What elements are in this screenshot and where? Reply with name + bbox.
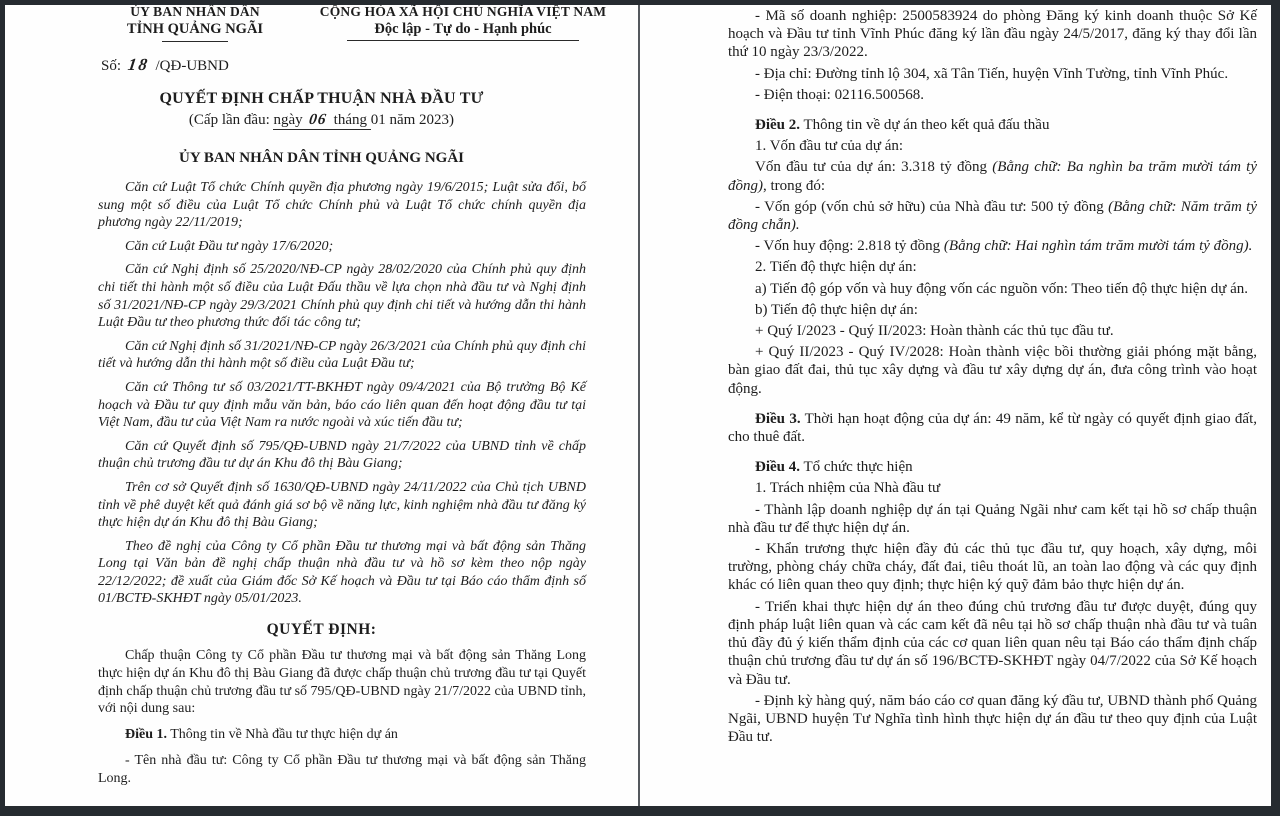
subtitle-open: (Cấp lần đầu: [188, 112, 274, 128]
schedule-milestone-1: + Quý I/2023 - Quý II/2023: Hoàn thành các thủ tục đầu tư. [755, 323, 1114, 340]
capital-section-heading: 1. Vốn đầu tư của dự án: [755, 138, 904, 155]
handwritten-day: 06 [308, 111, 329, 128]
handwritten-document-number: 18 [126, 55, 151, 74]
capital-equity-amount: - Vốn góp (vốn chủ sở hữu) của Nhà đầu tư: 500 tỷ đồng [755, 198, 1109, 215]
article-3-text: Thời hạn hoạt động của dự án: 49 năm, kể từ ngày có quyết định giao đất, cho thuê đất. [728, 410, 1258, 446]
national-title: CỘNG HÒA XÃ HỘI CHỦ NGHĨA VIỆT NAM [319, 5, 607, 19]
scan-border-bottom [0, 806, 1280, 816]
page-2 [640, 5, 1271, 806]
responsibility-heading: 1. Trách nhiệm của Nhà đầu tư [755, 480, 941, 497]
recital-paragraph: Căn cứ Thông tư số 03/2021/TT-BKHĐT ngày 09/4/2021 của Bộ trưởng Bộ Kế hoạch và Đầu tư quy định mẫu văn bản, báo cáo liên quan đến hoạt động đầu tư tại Việt Nam, đầu tư của Việt Nam ra nước ngoài và xúc tiến đầu tư; [98, 379, 586, 431]
schedule-item-a: a) Tiến độ góp vốn và huy động vốn các nguồn vốn: Theo tiến độ thực hiện dự án. [755, 280, 1249, 297]
capital-total-in-words: (Bằng chữ: Ba nghìn ba trăm mười tám tỷ đồng) [728, 159, 1257, 194]
capital-equity [728, 198, 1257, 234]
national-motto: Độc lập - Tự do - Hạnh phúc [374, 21, 552, 37]
subtitle-month-label: tháng [329, 112, 371, 128]
page-seam-divider [638, 0, 640, 816]
article-4-heading [728, 458, 1257, 476]
responsibility-item: - Định kỳ hàng quý, năm báo cáo cơ quan đăng ký đầu tư, UBND thành phố Quảng Ngãi, UBND huyện Tư Nghĩa tình hình thực hiện dự án đầu tư theo quy định của Luật Đầu tư. [728, 692, 1257, 746]
responsibility-item: - Triển khai thực hiện dự án theo đúng chủ trương đầu tư được duyệt, đúng quy định pháp luật liên quan và các cam kết đã nêu tại hồ sơ chấp thuận nhà đầu tư và tuân thủ đầy đủ ý kiến thẩm định của các cơ quan liên quan nêu tại Báo cáo thẩm định chấp thuận chủ trương đầu tư dự án số 196/BCTĐ-SKHĐT ngày 04/7/2022 của Sở Kế hoạch và Đầu tư. [728, 598, 1257, 688]
org-underline-rule [162, 41, 228, 42]
capital-total-post: , trong đó: [763, 177, 826, 194]
recitals-block [5, 179, 638, 608]
article-4-label: Điều 4. [755, 459, 800, 476]
recital-paragraph: Căn cứ Nghị định số 25/2020/NĐ-CP ngày 28/02/2020 của Chính phủ quy định chi tiết thi hành một số điều của Luật Đấu thầu về lựa chọn nhà đầu tư và Nghị định số 31/2021/NĐ-CP ngày 29/3/2021 Chính phủ quy định chi tiết và hướng dẫn thi hành Luật Đầu tư theo phương thức đối tác công tư; [98, 262, 586, 331]
capital-mobilized [728, 237, 1257, 255]
decision-heading: QUYẾT ĐỊNH: [266, 621, 377, 639]
org-name-line1: ỦY BAN NHÂN DÂN [130, 5, 260, 19]
article-3-heading [728, 410, 1257, 446]
investor-tax-code: - Mã số doanh nghiệp: 2500583924 do phòng Đăng ký kinh doanh thuộc Sở Kế hoạch và Đầu tư tỉnh Vĩnh Phúc đăng ký lần đầu ngày 24/5/2017, đăng ký thay đổi lần thứ 10 ngày 23/3/2022. [728, 8, 1257, 61]
page-1 [5, 5, 638, 806]
investor-phone: - Điện thoại: 02116.500568. [755, 86, 925, 103]
national-motto-block [313, 5, 613, 42]
recital-paragraph: Căn cứ Quyết định số 795/QĐ-UBND ngày 21/7/2022 của UBND tỉnh về chấp thuận chủ trương đầu tư dự án Khu đô thị Bàu Giang; [98, 438, 586, 472]
org-name-line2: TỈNH QUẢNG NGÃI [126, 21, 264, 37]
responsibility-item: - Thành lập doanh nghiệp dự án tại Quảng Ngãi như cam kết tại hồ sơ chấp thuận nhà đầu tư để thực hiện dự án. [728, 501, 1257, 536]
motto-underline-rule [347, 40, 579, 41]
scan-border-left [0, 0, 5, 816]
scan-border-top [0, 0, 1280, 5]
capital-mobilized-in-words: (Bằng chữ: Hai nghìn tám trăm mười tám tỷ đồng). [943, 238, 1253, 255]
document-subtitle [5, 111, 638, 129]
recital-paragraph: Căn cứ Luật Đầu tư ngày 17/6/2020; [125, 238, 334, 254]
recital-paragraph: Căn cứ Nghị định số 31/2021/NĐ-CP ngày 26/3/2021 của Chính phủ quy định chi tiết và hướng dẫn thi hành một số điều của Luật Đầu tư; [98, 338, 586, 372]
schedule-milestone-2: + Quý II/2023 - Quý IV/2028: Hoàn thành việc bồi thường giải phóng mặt bằng, bàn giao đất đai, thủ tục xây dựng và đầu tư xây dựng dự án, đưa công trình vào hoạt động. [728, 344, 1257, 397]
article-2-label: Điều 2. [755, 117, 800, 134]
capital-equity-in-words: (Bằng chữ: Năm trăm tỷ đồng chẵn). [728, 198, 1258, 234]
schedule-item-b: b) Tiến độ thực hiện dự án: [755, 301, 918, 318]
recital-paragraph: Trên cơ sở Quyết định số 1630/QĐ-UBND ngày 24/11/2022 của Chủ tịch UBND tỉnh về phê duyệt kết quả đánh giá sơ bộ về năng lực, kinh nghiệm nhà đầu tư đăng ký thực hiện dự án Khu đô thị Bàu Giang; [98, 479, 586, 531]
document-title: QUYẾT ĐỊNH CHẤP THUẬN NHÀ ĐẦU TƯ [159, 90, 484, 107]
operative-paragraph: Chấp thuận Công ty Cổ phần Đầu tư thương mại và bất động sản Thăng Long thực hiện dự án Khu đô thị Bàu Giang đã được chấp thuận chủ trương đầu tư tại Quyết định chấp thuận chủ trương đầu tư số 795/QĐ-UBND ngày 21/7/2022 của UBND tỉnh, với nội dung sau: [98, 648, 586, 717]
investor-name-item: - Tên nhà đầu tư: Công ty Cổ phần Đầu tư thương mại và bất động sản Thăng Long. [98, 753, 586, 786]
article-3-label: Điều 3. [755, 410, 801, 427]
investor-address: - Địa chỉ: Đường tỉnh lộ 304, xã Tân Tiến, huyện Vĩnh Tường, tỉnh Vĩnh Phúc. [755, 65, 1229, 82]
subtitle-rest: 01 năm 2023) [370, 112, 455, 128]
recital-paragraph: Căn cứ Luật Tổ chức Chính quyền địa phương ngày 19/6/2015; Luật sửa đổi, bổ sung một số điều của Luật Tổ chức Chính phủ và Luật Tổ chức chính quyền địa phương ngày 22/11/2019; [98, 180, 586, 231]
article-4-title: Tổ chức thực hiện [803, 459, 913, 476]
letterhead [5, 5, 638, 42]
scan-border-right [1271, 0, 1280, 816]
article-2-title: Thông tin về dự án theo kết quả đấu thầu [803, 117, 1050, 134]
subtitle-day-label: ngày [273, 112, 307, 128]
schedule-section-heading: 2. Tiến độ thực hiện dự án: [755, 259, 917, 276]
article-1-label: Điều 1. [125, 727, 167, 743]
issuing-authority-block [105, 5, 285, 42]
responsibility-item: - Khẩn trương thực hiện đầy đủ các thủ tục đầu tư, quy hoạch, xây dựng, môi trường, phòng cháy chữa cháy, đất đai, tiêu thoát lũ, an toàn lao động và các quy định khác có liên quan theo quy định; thực hiện ký quỹ đảm bảo thực hiện dự án. [728, 541, 1257, 594]
capital-mobilized-amount: - Vốn huy động: 2.818 tỷ đồng [755, 238, 944, 255]
article-1-title: Thông tin về Nhà đầu tư thực hiện dự án [170, 727, 398, 743]
article-1-heading [98, 726, 586, 744]
issuer-heading: ỦY BAN NHÂN DÂN TỈNH QUẢNG NGÃI [178, 150, 464, 166]
article-2-heading [728, 116, 1257, 134]
number-prefix: Số: [101, 58, 122, 74]
capital-total [728, 158, 1257, 194]
capital-total-amount: Vốn đầu tư của dự án: 3.318 tỷ đồng [755, 159, 993, 176]
recital-paragraph: Theo đề nghị của Công ty Cổ phần Đầu tư thương mại và bất động sản Thăng Long tại Văn bản đề nghị chấp thuận nhà đầu tư và hồ sơ kèm theo nộp ngày 22/12/2022; đề xuất của Giám đốc Sở Kế hoạch và Đầu tư tại Báo cáo thẩm định số 01/BCTĐ-SKHĐT ngày 05/01/2023. [98, 538, 586, 607]
document-number-line [101, 55, 638, 75]
number-suffix: /QĐ-UBND [155, 58, 229, 74]
